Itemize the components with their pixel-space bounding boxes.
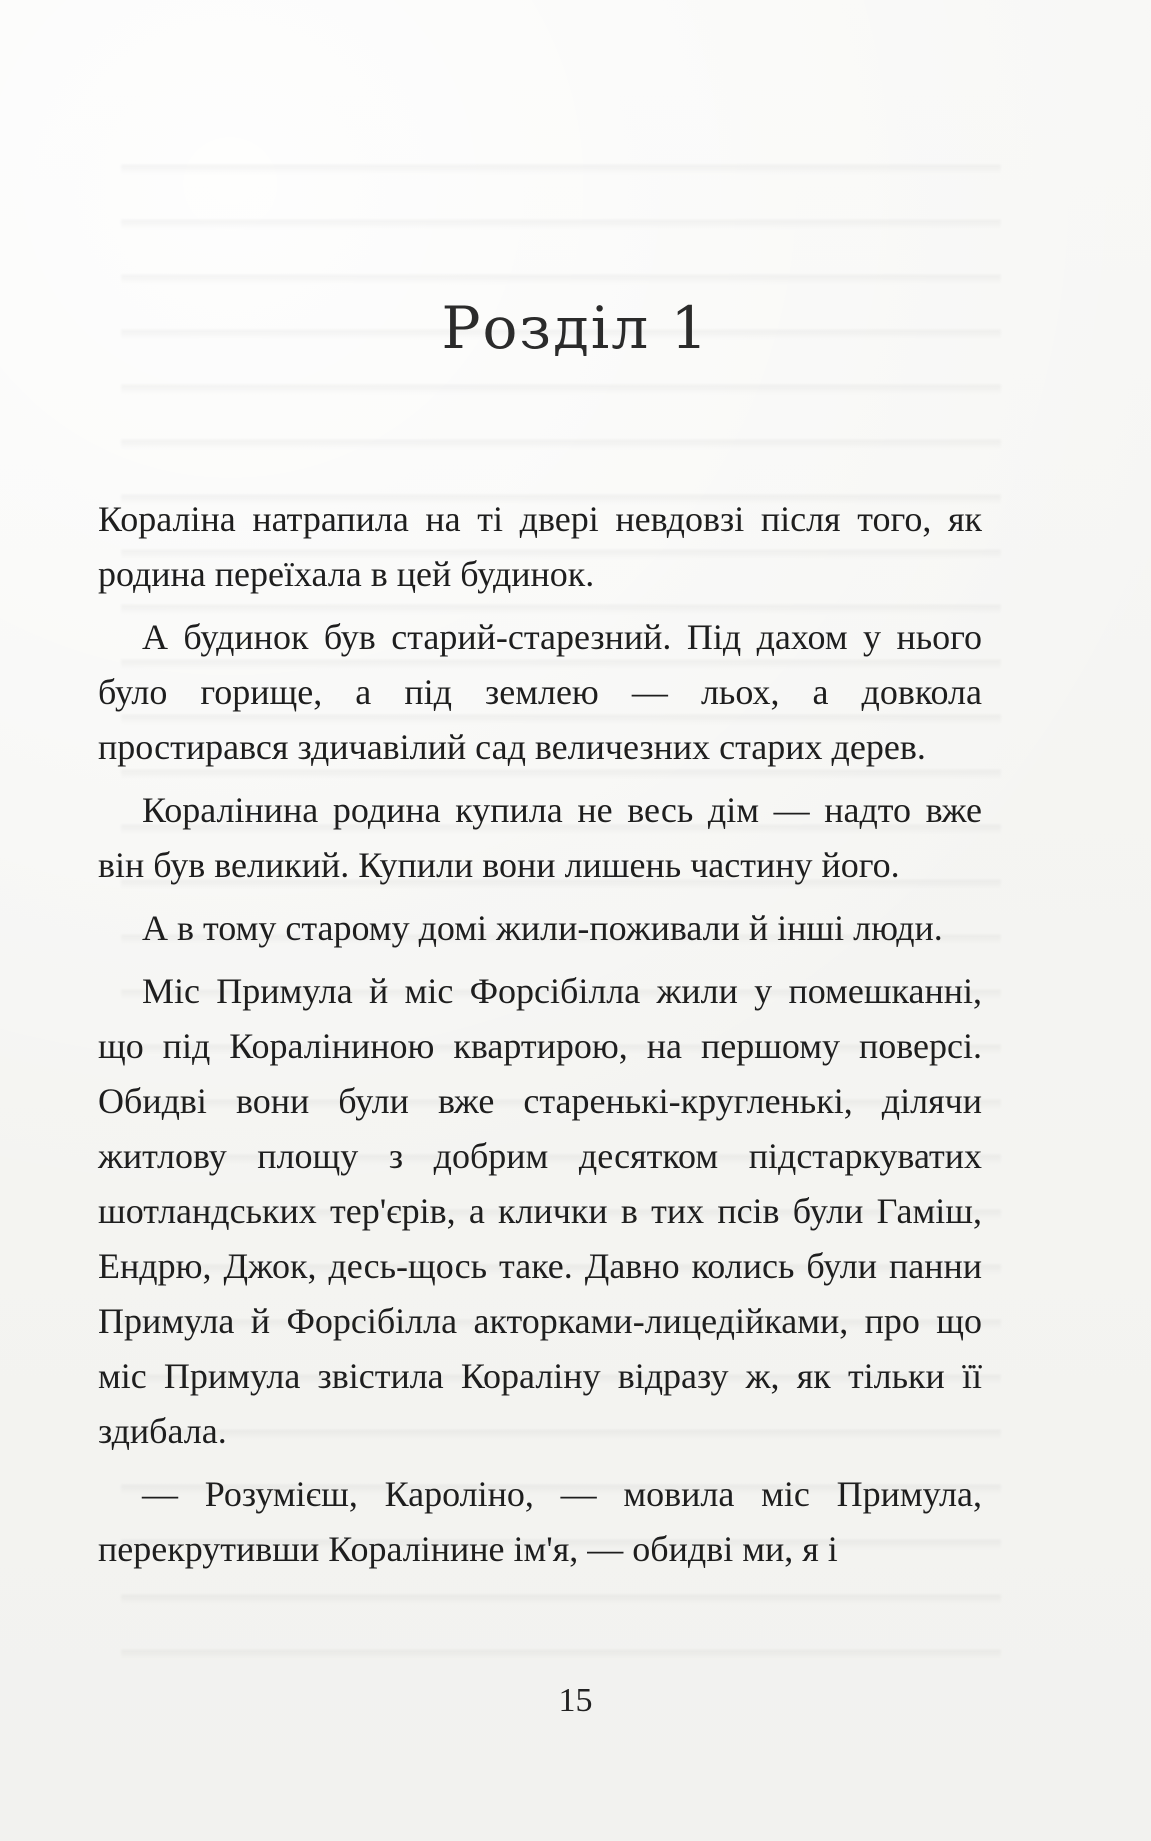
body-text [98, 492, 982, 1577]
paragraph: А в тому старому домі жили-поживали й інші люди. [142, 908, 943, 948]
page-number: 15 [558, 1682, 593, 1719]
chapter-title: Розділ 1 [441, 293, 710, 362]
paragraph: — Розумієш, Кароліно, — мовила міс Примула, перекрутивши Коралінине ім'я, — обидві ми, я і [98, 1474, 982, 1569]
paragraph: Коралінина родина купила не весь дім — надто вже він був великий. Купили вони лишень частину його. [98, 790, 982, 885]
paragraph: Міс Примула й міс Форсібілла жили у помешканні, що під Кораліниною квартирою, на першому поверсі. Обидві вони були вже старенькі-кругленькі, ділячи житлову площу з добрим десятком підстаркуватих шотландських тер'єрів, а клички в тих псів були Гаміш, Ендрю, Джок, десь-щось таке. Давно колись були панни Примула й Форсібілла акторками-лицедійками, про що міс Примула звістила Кораліну відразу ж, як тільки її здибала. [98, 971, 982, 1451]
paragraph: Кораліна натрапила на ті двері невдовзі після того, як родина переїхала в цей будинок. [98, 499, 982, 594]
paragraph: А будинок був старий-старезний. Під дахом у нього було горище, а під землею — льох, а довкола простирався здичавілий сад величезних старих дерев. [98, 617, 982, 767]
